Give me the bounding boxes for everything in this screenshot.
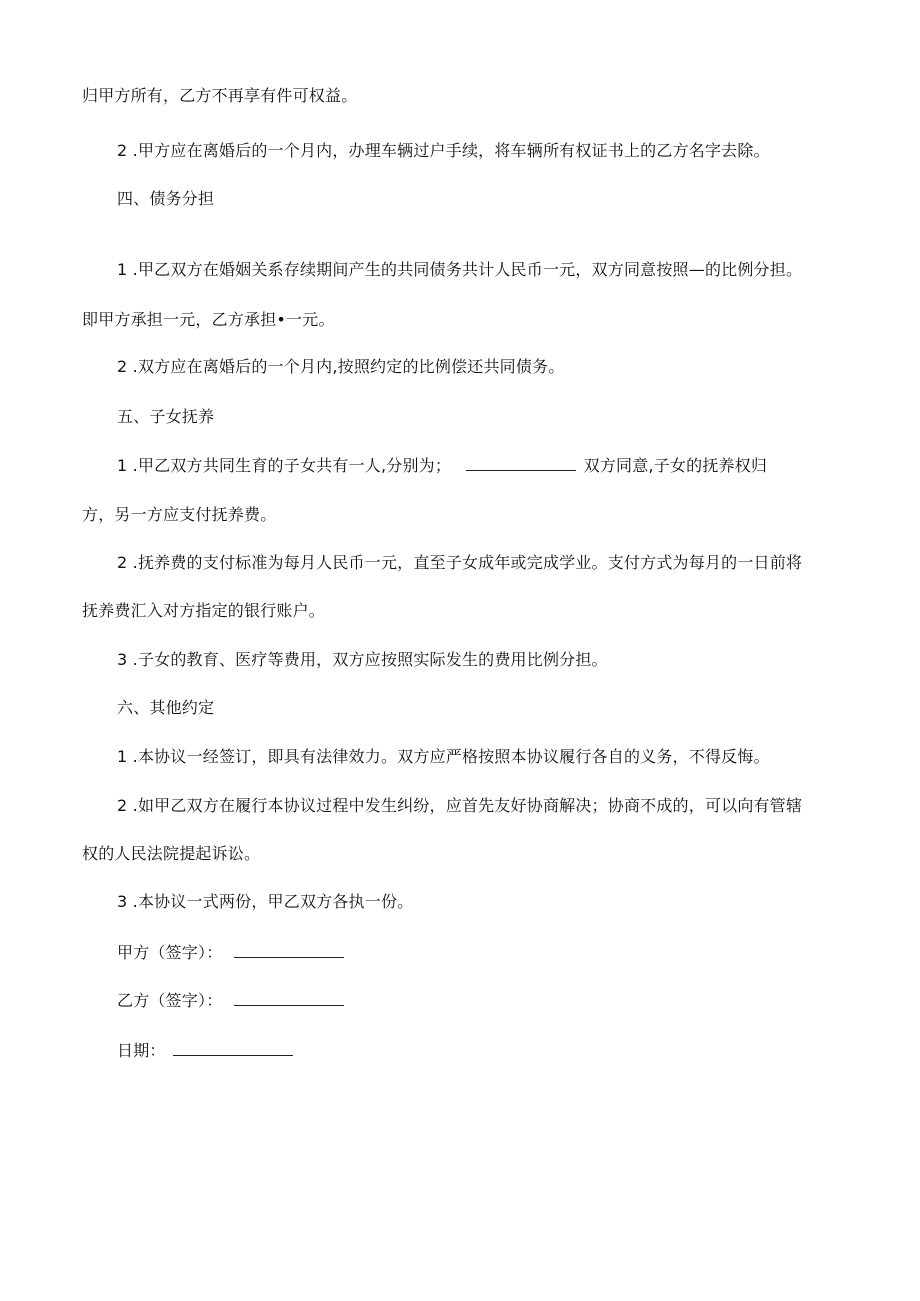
clause-text: 1 .甲乙双方共同生育的子女共有一人,分别为； [117, 456, 452, 475]
paragraph-line: 归甲方所有，乙方不再享有件可权益。 [82, 86, 358, 105]
section-heading: 六、其他约定 [117, 698, 215, 717]
party-b-signature [117, 989, 344, 1012]
paragraph-line: 即甲方承担一元，乙方承担•一元。 [82, 310, 335, 329]
clause-line: 2 .抚养费的支付标准为每月人民币一元，直至子女成年或完成学业。支付方式为每月的一日前将 [117, 553, 803, 572]
date-blank [173, 1039, 293, 1056]
date-label: 日期： [117, 1041, 166, 1060]
clause-text: 双方同意,子女的抚养权归 [583, 456, 768, 475]
signature-label: 甲方（签字）： [117, 943, 223, 962]
paragraph-line: 抚养费汇入对方指定的银行账户。 [82, 601, 326, 620]
signature-label: 乙方（签字）： [117, 991, 223, 1010]
clause-line: 2 .如甲乙双方在履行本协议过程中发生纠纷，应首先友好协商解决；协商不成的，可以向有管辖 [117, 796, 803, 815]
paragraph-line: 权的人民法院提起诉讼。 [82, 844, 261, 863]
date-line [117, 1039, 293, 1062]
clause-line: 1 .甲乙双方在婚姻关系存续期间产生的共同债务共计人民币一元，双方同意按照—的比例分担。 [117, 260, 803, 279]
clause-line [117, 454, 767, 477]
party-b-signature-blank [234, 989, 344, 1006]
clause-line: 3 .子女的教育、医疗等费用，双方应按照实际发生的费用比例分担。 [117, 650, 608, 669]
clause-line: 2 .双方应在离婚后的一个月内,按照约定的比例偿还共同债务。 [117, 357, 565, 376]
clause-line: 3 .本协议一式两份，甲乙双方各执一份。 [117, 892, 414, 911]
clause-line: 1 .本协议一经签订，即具有法律效力。双方应严格按照本协议履行各自的义务，不得反悔。 [117, 747, 770, 766]
party-a-signature-blank [234, 941, 344, 958]
section-heading: 五、子女抚养 [117, 407, 215, 426]
children-names-blank [466, 454, 576, 471]
clause-line: 2 .甲方应在离婚后的一个月内，办理车辆过户手续，将车辆所有权证书上的乙方名字去除。 [117, 141, 770, 160]
paragraph-line: 方，另一方应支付抚养费。 [82, 505, 277, 524]
party-a-signature [117, 941, 344, 964]
section-heading: 四、债务分担 [117, 189, 215, 208]
